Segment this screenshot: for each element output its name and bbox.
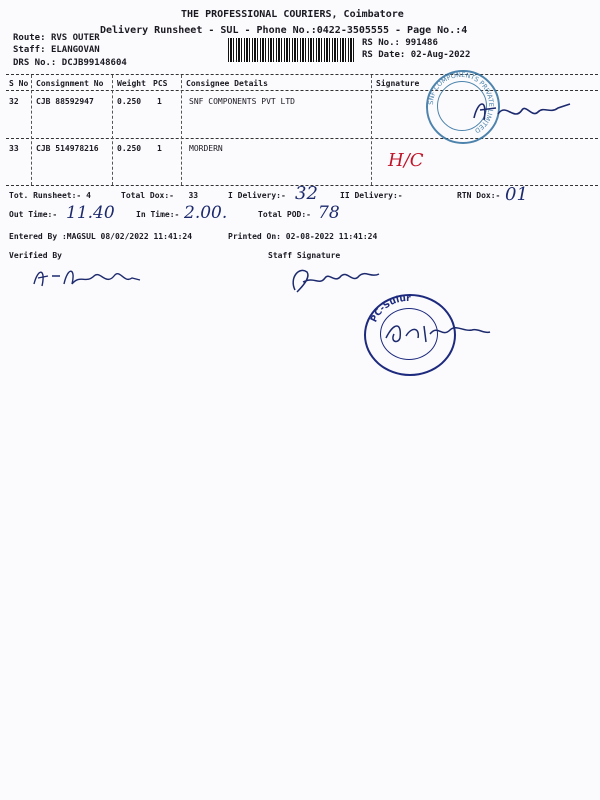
rs-date-value: 02-Aug-2022: [410, 50, 471, 60]
row2-pcs: 1: [157, 144, 162, 153]
out-time-label: Out Time:-: [9, 210, 58, 219]
row1-weight: 0.250: [117, 97, 142, 106]
col-divider-4: [371, 75, 372, 185]
col-header-weight: Weight: [117, 79, 146, 88]
col-header-signature: Signature: [376, 79, 420, 88]
total-dox-label: Total Dox:-: [121, 191, 174, 200]
col-divider-3: [181, 75, 182, 185]
rtn-dox-label: RTN Dox:-: [457, 191, 501, 200]
col-header-consignment: Consignment No: [36, 79, 104, 88]
row2-consignee: MORDERN: [189, 144, 223, 153]
total-dox-value: 33: [188, 191, 199, 200]
rs-no-label: RS No.:: [362, 38, 400, 48]
table-top-rule: [6, 74, 598, 75]
ii-delivery-label: II Delivery:-: [340, 191, 403, 200]
consignee-signature-1: [466, 92, 576, 132]
rs-no-value: 991486: [405, 38, 438, 48]
row1-sno: 32: [9, 97, 19, 106]
branch-stamp-text: PC-Sulur: [369, 294, 411, 325]
route-line: [13, 33, 100, 43]
row1-consignee: SNF COMPONENTS PVT LTD: [189, 97, 295, 106]
total-pod-label: Total POD:-: [258, 210, 311, 219]
row2-consignment: CJB 514978216: [36, 144, 99, 153]
in-time-label: In Time:-: [136, 210, 180, 219]
entered-by: Entered By :MAGSUL 08/02/2022 11:41:24: [9, 232, 193, 241]
row-rule-1: [6, 138, 598, 139]
staff-line: [13, 45, 100, 55]
verified-by-label: Verified By: [9, 251, 62, 260]
company-stamp-text: SNF COMPONENTS PRIVATE LIMITED: [426, 70, 496, 135]
staff-signature: [285, 262, 385, 298]
col-header-consignee: Consignee Details: [186, 79, 268, 88]
branch-signature: [380, 312, 495, 352]
col-header-sno: S No: [9, 79, 29, 88]
verifier-signature: [28, 262, 158, 292]
in-time-value: 2.00.: [184, 203, 228, 223]
tot-runsheet: [9, 191, 91, 200]
route-value: RVS OUTER: [50, 33, 100, 43]
document-subtitle: Delivery Runsheet - SUL - Phone No.:0422-3505555 - Page No.:4: [100, 25, 468, 36]
tot-runsheet-label: Tot. Runsheet:-: [9, 191, 82, 200]
total-dox: [121, 191, 198, 200]
total-pod-value: 78: [318, 203, 340, 223]
row2-handwritten-mark: H/C: [388, 150, 424, 171]
rs-no-line: [362, 38, 438, 48]
drs-line: [13, 58, 127, 68]
drs-value: DCJB99148604: [61, 58, 127, 68]
row2-sno: 33: [9, 144, 19, 153]
rtn-dox-value: 01: [505, 184, 528, 205]
document-title: THE PROFESSIONAL COURIERS, Coimbatore: [181, 9, 404, 20]
row1-pcs: 1: [157, 97, 162, 106]
staff-label: Staff:: [13, 45, 46, 55]
route-label: Route:: [13, 33, 46, 43]
i-delivery-value: 32: [295, 183, 318, 204]
rs-date-line: [362, 50, 470, 60]
barcode: [228, 38, 354, 62]
row1-consignment: CJB 88592947: [36, 97, 94, 106]
tot-runsheet-value: 4: [86, 191, 91, 200]
staff-value: ELANGOVAN: [50, 45, 100, 55]
drs-label: DRS No.:: [13, 58, 57, 68]
col-divider-1: [31, 75, 32, 185]
out-time-value: 11.40: [66, 203, 115, 223]
rs-date-label: RS Date:: [362, 50, 406, 60]
col-divider-2: [112, 75, 113, 185]
i-delivery-label: I Delivery:-: [228, 191, 286, 200]
row2-weight: 0.250: [117, 144, 142, 153]
col-header-pcs: PCS: [153, 79, 168, 88]
printed-on: Printed On: 02-08-2022 11:41:24: [228, 232, 378, 241]
staff-signature-label: Staff Signature: [268, 251, 341, 260]
table-header-rule: [6, 90, 598, 91]
